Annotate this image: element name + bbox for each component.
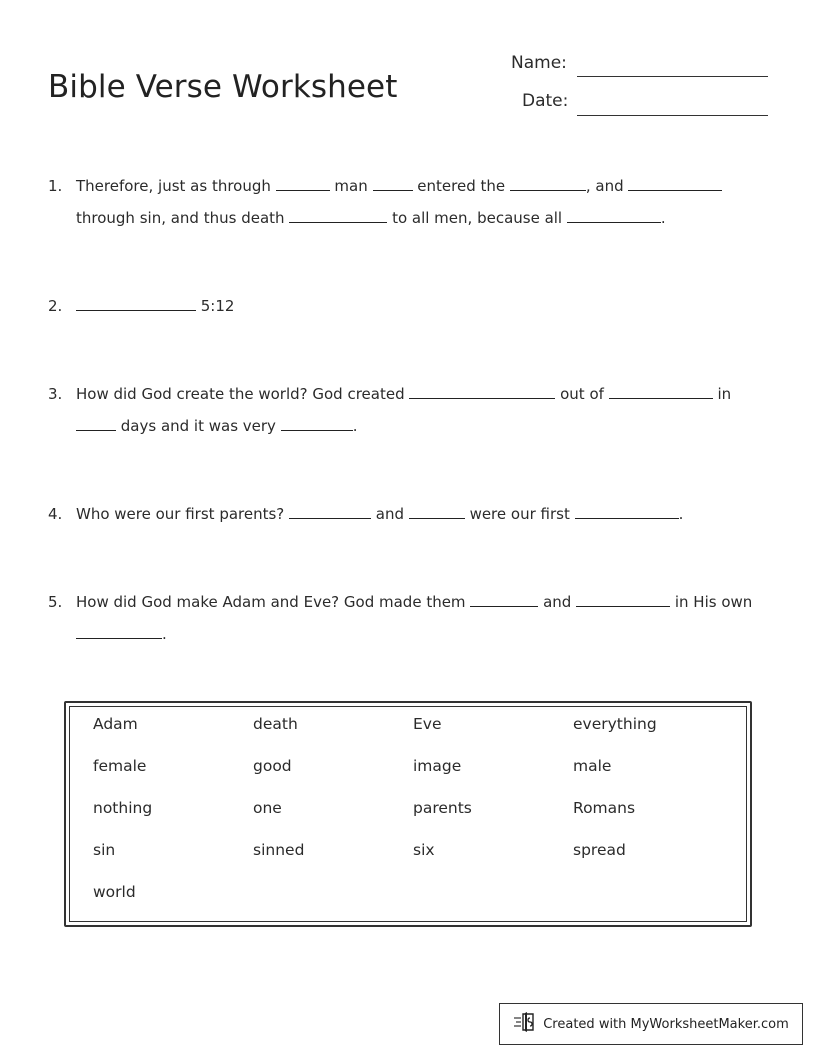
question-number: 4.	[48, 505, 63, 523]
word-bank-item: Adam	[93, 715, 138, 733]
answer-blank[interactable]	[281, 416, 353, 431]
answer-blank[interactable]	[373, 176, 413, 191]
word-bank-item: Eve	[413, 715, 442, 733]
credit-badge[interactable]	[499, 1003, 803, 1045]
question-number: 2.	[48, 297, 63, 315]
answer-blank[interactable]	[409, 504, 465, 519]
question-4	[48, 498, 768, 530]
question-1	[48, 170, 768, 234]
question-text: How did God create the world? God created out of in days and it was very .	[76, 385, 732, 435]
word-bank-item: Romans	[573, 799, 636, 817]
question-text: Therefore, just as through man entered the , and through sin, and thus death to all men, because all .	[76, 170, 768, 234]
word-bank-item: death	[253, 715, 298, 733]
question-3	[48, 378, 768, 442]
question-text: 5:12	[76, 290, 768, 322]
word-bank-item: female	[93, 757, 147, 775]
word-bank-item: six	[413, 841, 435, 859]
name-label: Name:	[511, 53, 567, 73]
word-bank	[93, 715, 733, 925]
answer-blank[interactable]	[576, 592, 670, 607]
answer-blank[interactable]	[575, 504, 679, 519]
answer-blank[interactable]	[470, 592, 538, 607]
date-field[interactable]	[577, 115, 768, 116]
worksheet-maker-logo-icon	[513, 1011, 537, 1037]
answer-blank[interactable]	[289, 208, 387, 223]
question-2	[48, 290, 768, 322]
question-number: 3.	[48, 385, 63, 403]
answer-blank[interactable]	[609, 384, 713, 399]
answer-blank[interactable]	[409, 384, 555, 399]
word-bank-item: image	[413, 757, 462, 775]
page-title: Bible Verse Worksheet	[48, 68, 398, 105]
word-bank-item: sinned	[253, 841, 305, 859]
date-label: Date:	[522, 91, 569, 111]
word-bank-item: spread	[573, 841, 626, 859]
credit-text: Created with MyWorksheetMaker.com	[543, 1016, 789, 1032]
word-bank-item: one	[253, 799, 282, 817]
name-field[interactable]	[577, 76, 768, 77]
word-bank-item: good	[253, 757, 292, 775]
answer-blank[interactable]	[628, 176, 722, 191]
question-5	[48, 586, 768, 650]
answer-blank[interactable]	[567, 208, 661, 223]
answer-blank[interactable]	[76, 296, 196, 311]
answer-blank[interactable]	[510, 176, 586, 191]
word-bank-item: sin	[93, 841, 116, 859]
word-bank-item: everything	[573, 715, 657, 733]
answer-blank[interactable]	[276, 176, 330, 191]
answer-blank[interactable]	[76, 416, 116, 431]
answer-blank[interactable]	[76, 624, 162, 639]
question-text: How did God make Adam and Eve? God made them and in His own .	[76, 593, 753, 643]
word-bank-item: parents	[413, 799, 472, 817]
answer-blank[interactable]	[289, 504, 371, 519]
word-bank-item: world	[93, 883, 136, 901]
question-text: Who were our first parents? and were our first .	[76, 505, 684, 523]
question-number: 5.	[48, 593, 63, 611]
word-bank-item: male	[573, 757, 612, 775]
question-number: 1.	[48, 177, 63, 195]
word-bank-item: nothing	[93, 799, 153, 817]
